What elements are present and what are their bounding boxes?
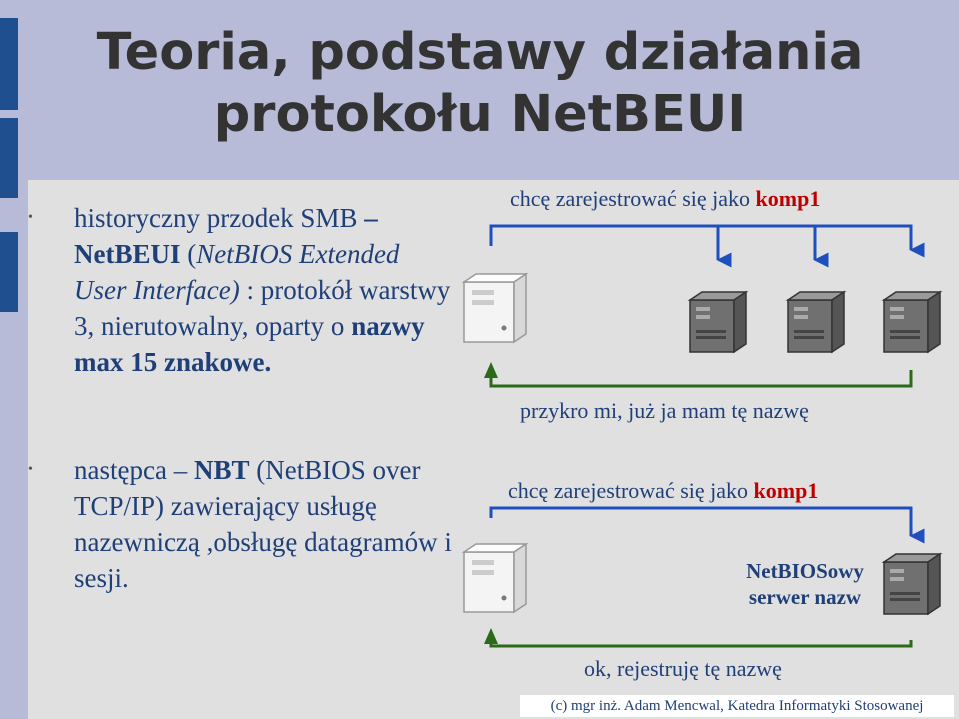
- broadcast-arrow-top: [491, 226, 911, 260]
- text-segment: (: [180, 239, 197, 269]
- text-segment-bold: NBT: [193, 455, 250, 485]
- title-area: [0, 0, 959, 180]
- request-text: chcę zarejestrować się jako: [508, 478, 754, 503]
- requested-name: komp1: [755, 186, 821, 211]
- slide-title: [40, 22, 920, 146]
- slide-title-line-1: Teoria, podstawy działania: [96, 23, 864, 82]
- left-accent-bar-3: [0, 232, 18, 312]
- text-segment: historyczny przodek SMB: [74, 203, 365, 233]
- reply-message-top: [520, 398, 809, 424]
- text-segment: : protokół warstwy 3, nierutowalny, oparty o: [74, 275, 451, 341]
- name-server-label-line-1: NetBIOSowy: [746, 559, 864, 583]
- footer-copyright: (c) mgr inż. Adam Mencwal, Katedra Informatyki Stosowanej: [520, 695, 954, 717]
- slide-title-line-2: protokołu NetBEUI: [213, 85, 747, 144]
- text-segment-bold: – NetBEUI: [74, 203, 378, 269]
- request-text: chcę zarejestrować się jako: [510, 186, 756, 211]
- server-icon: [788, 292, 844, 352]
- registration-diagram: [28, 180, 959, 719]
- reply-text: przykro mi, już ja mam tę nazwę: [520, 398, 809, 423]
- reply-message-bottom: [584, 656, 782, 682]
- left-accent-bar-2: [0, 118, 18, 198]
- server-icon: [884, 292, 940, 352]
- left-accent-bar-1: [0, 18, 18, 110]
- name-server-label-line-2: serwer nazw: [748, 585, 862, 609]
- server-icon: [690, 292, 746, 352]
- server-icon: [884, 554, 940, 614]
- bullet-marker: •: [28, 210, 33, 225]
- client-computer-icon: [464, 274, 526, 342]
- reply-arrow-top: [484, 362, 911, 386]
- request-message-bottom: [508, 478, 818, 504]
- reply-arrow-bottom: [484, 628, 911, 646]
- client-computer-icon: [464, 544, 526, 612]
- requested-name: komp1: [753, 478, 819, 503]
- text-segment: (NetBIOS over TCP/IP) zawierający usługę nazewniczą ,obsługę datagramów i sesji.: [74, 455, 452, 593]
- bullet-marker: •: [28, 462, 33, 477]
- request-arrow-bottom: [491, 508, 911, 536]
- reply-text: ok, rejestruję tę nazwę: [584, 656, 782, 681]
- text-segment-bold: nazwy max 15 znakowe.: [74, 311, 425, 377]
- text-segment: następca –: [74, 455, 194, 485]
- name-server-label: [730, 558, 880, 610]
- request-message-top: [510, 186, 820, 212]
- text-segment-italic: NetBIOS Extended User Interface): [74, 239, 400, 305]
- slide-content: [28, 180, 959, 719]
